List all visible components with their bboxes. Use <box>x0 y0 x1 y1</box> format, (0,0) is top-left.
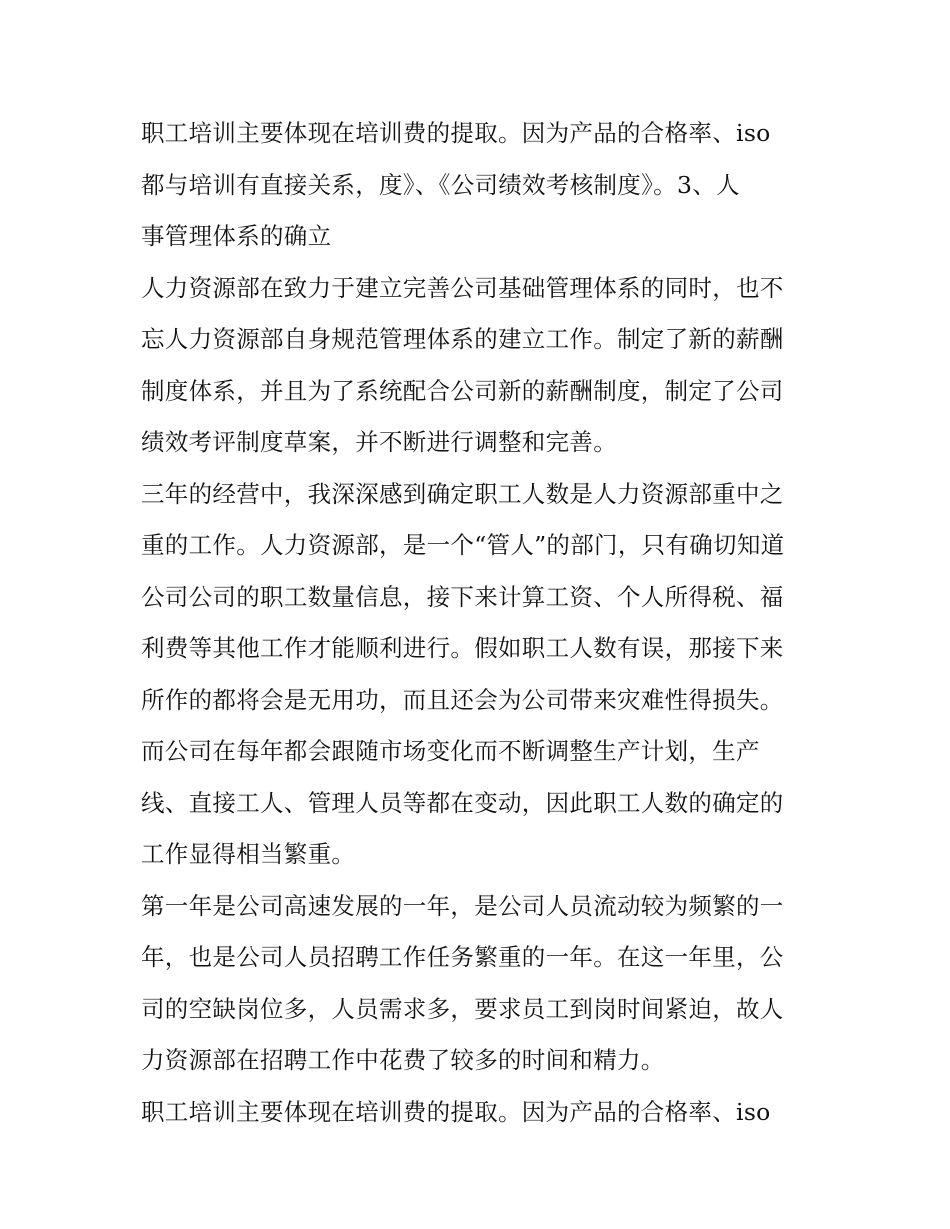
text-line: 重的工作。人力资源部，是一个“管人”的部门，只有确切知道 <box>141 531 785 559</box>
text-line: 第一年是公司高速发展的一年，是公司人员流动较为频繁的一 <box>141 891 784 920</box>
paragraph-2 <box>141 263 813 469</box>
paragraph-5 <box>141 1087 813 1139</box>
paragraph-1 <box>141 108 813 263</box>
text-line: 工作显得相当繁重。 <box>141 840 356 868</box>
text-line: 公司公司的职工数量信息，接下来计算工资、个人所得税、福 <box>141 582 784 611</box>
text-line: 人力资源部在致力于建立完善公司基础管理体系的同时，也不 <box>141 273 784 302</box>
document-body <box>141 108 813 1138</box>
text-line: 制度体系，并且为了系统配合公司新的薪酬制度，制定了公司 <box>141 376 784 405</box>
text-line: 司的空缺岗位多，人员需求多，要求员工到岗时间紧迫，故人 <box>141 994 784 1023</box>
text-line: 而公司在每年都会跟随市场变化而不断调整生产计划，生产 <box>141 737 760 765</box>
text-line: 事管理体系的确立 <box>141 222 332 250</box>
text-line: 都与培训有直接关系，度》、《公司绩效考核制度》。3、人 <box>141 170 740 199</box>
text-line: 职工培训主要体现在培训费的提取。因为产品的合格率、iso <box>141 119 771 147</box>
paragraph-4 <box>141 881 813 1087</box>
text-line: 忘人力资源部自身规范管理体系的建立工作。制定了新的薪酬 <box>141 325 784 353</box>
text-line: 力资源部在招聘工作中花费了较多的时间和精力。 <box>141 1046 665 1074</box>
text-line: 所作的都将会是无用功，而且还会为公司带来灾难性得损失。 <box>141 685 784 714</box>
text-line: 绩效考评制度草案，并不断进行调整和完善。 <box>141 428 617 456</box>
text-line: 三年的经营中，我深深感到确定职工人数是人力资源部重中之 <box>141 479 784 508</box>
paragraph-3 <box>141 469 813 881</box>
text-line: 线、直接工人、管理人员等都在变动，因此职工人数的确定的 <box>141 788 784 817</box>
text-line: 年，也是公司人员招聘工作任务繁重的一年。在这一年里，公 <box>141 943 784 971</box>
text-line: 职工培训主要体现在培训费的提取。因为产品的合格率、iso <box>141 1097 771 1126</box>
text-line: 利费等其他工作才能顺利进行。假如职工人数有误，那接下来 <box>141 634 784 662</box>
